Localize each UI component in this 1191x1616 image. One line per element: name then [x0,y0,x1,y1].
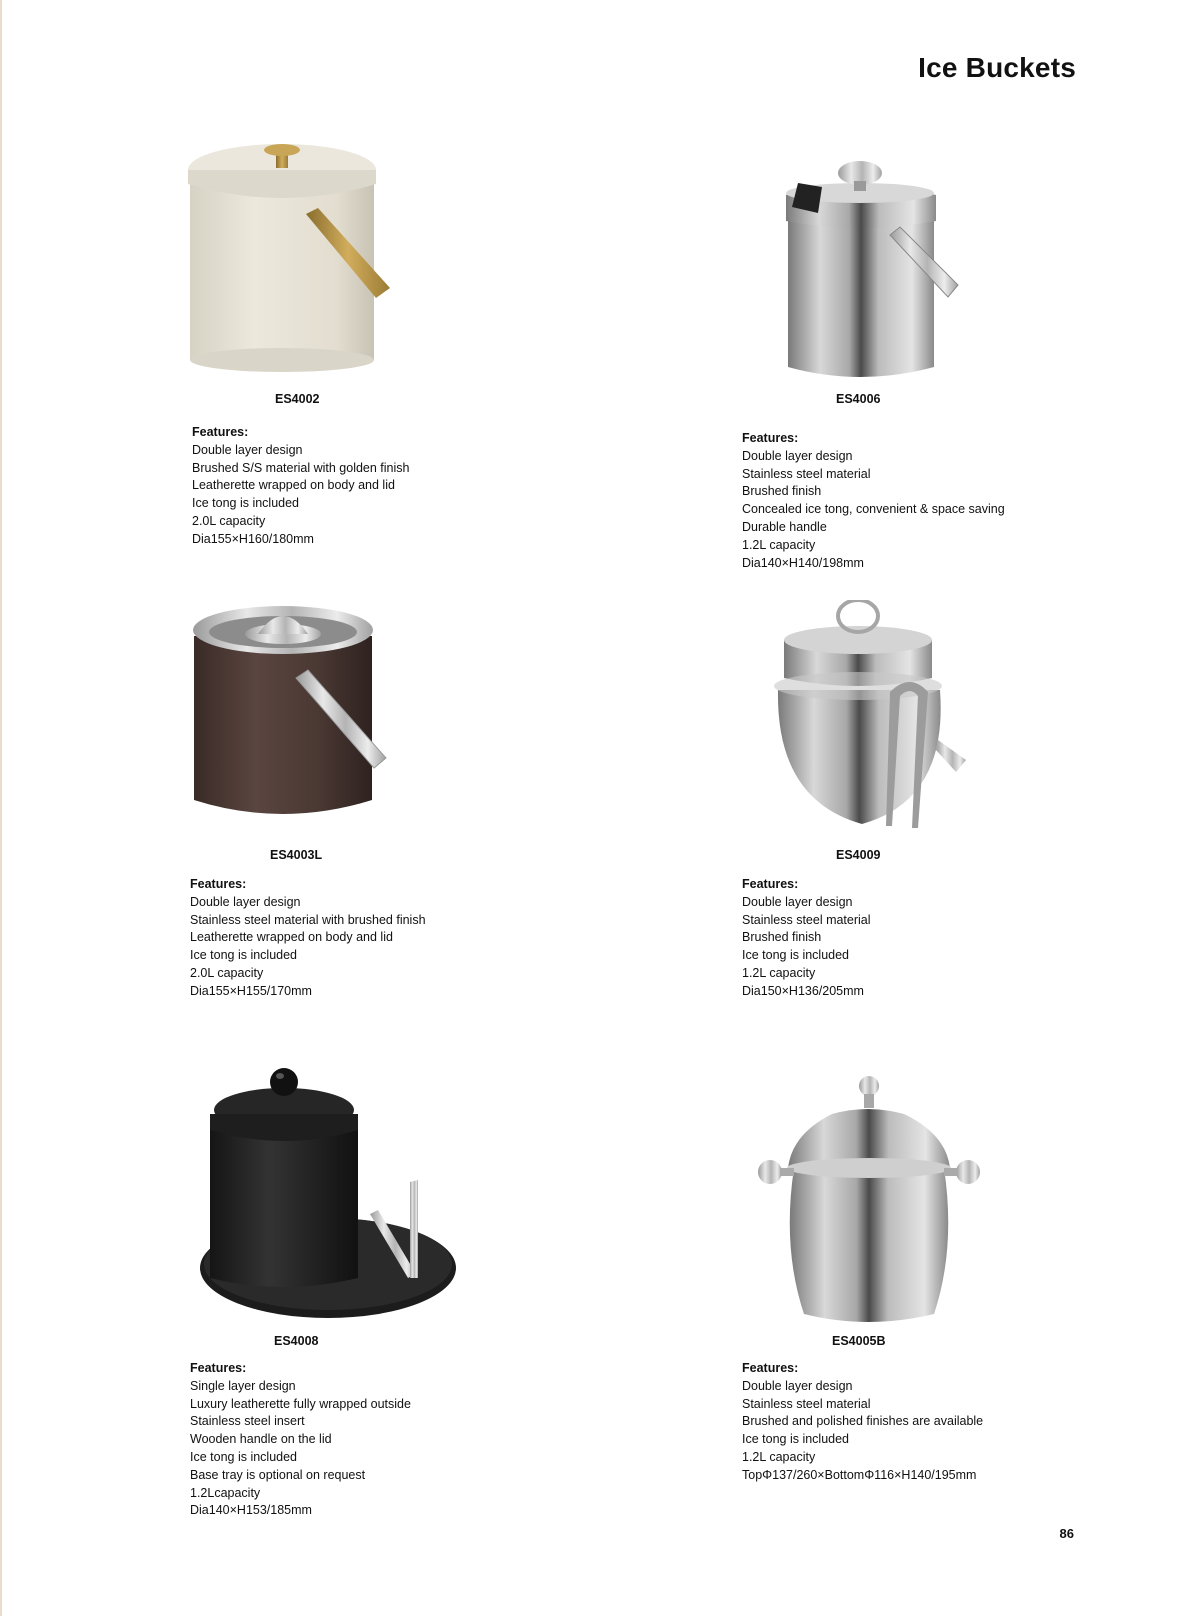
features-heading: Features: [742,431,799,445]
feature-item: Stainless steel material [742,466,871,481]
features-list [190,1378,411,1520]
feature-item: Dia140×H153/185mm [190,1503,312,1518]
brown-ice-bucket-icon [190,600,390,830]
feature-item: Dia155×H160/180mm [192,531,314,546]
features-heading: Features: [192,425,249,439]
page-number: 86 [1059,1526,1074,1541]
feature-item: Leatherette wrapped on body and lid [192,478,395,493]
steel-ring-lid-ice-bucket-icon [772,600,972,840]
feature-item: 1.2L capacity [742,1449,816,1464]
feature-item: Brushed finish [742,484,822,499]
cream-ice-bucket-icon [186,140,401,385]
feature-item: Ice tong is included [192,496,300,511]
features-list [190,894,426,1001]
feature-item: Double layer design [190,894,301,909]
feature-item: Luxury leatherette fully wrapped outside [190,1396,411,1411]
steel-ball-handle-ice-bucket-icon [752,1068,986,1328]
features-list [742,448,1005,573]
feature-item: Ice tong is included [190,1449,298,1464]
feature-item: Single layer design [190,1378,296,1393]
feature-item: Brushed and polished finishes are available [742,1414,984,1429]
feature-item: 2.0L capacity [190,965,264,980]
feature-item: 2.0L capacity [192,513,266,528]
page-edge-line [0,0,2,1616]
feature-item: Double layer design [742,448,853,463]
feature-item: Double layer design [192,442,303,457]
features-heading: Features: [190,1361,247,1375]
product-code: ES4005B [832,1334,886,1348]
feature-item: Brushed S/S material with golden finish [192,460,410,475]
feature-item: Base tray is optional on request [190,1467,366,1482]
feature-item: Stainless steel material [742,912,871,927]
features-block [742,1360,983,1485]
features-block [742,430,1005,572]
features-list [742,894,871,1001]
feature-item: Wooden handle on the lid [190,1432,332,1447]
features-list [742,1378,983,1485]
feature-item: 1.2Lcapacity [190,1485,261,1500]
page-title: Ice Buckets [918,52,1076,83]
feature-item: Stainless steel insert [190,1414,305,1429]
features-block [190,1360,411,1520]
features-heading: Features: [742,1361,799,1375]
feature-item: TopΦ137/260×BottomΦ116×H140/195mm [742,1467,977,1482]
product-code: ES4002 [275,392,320,406]
product-code: ES4009 [836,848,881,862]
feature-item: 1.2L capacity [742,537,816,552]
feature-item: Stainless steel material with brushed finish [190,912,426,927]
features-list [192,442,409,549]
feature-item: Durable handle [742,519,827,534]
feature-item: Dia150×H136/205mm [742,983,864,998]
feature-item: Double layer design [742,1378,853,1393]
feature-item: Dia140×H140/198mm [742,555,864,570]
feature-item: Concealed ice tong, convenient & space saving [742,502,1005,517]
feature-item: Ice tong is included [742,1432,850,1447]
feature-item: Double layer design [742,894,853,909]
features-heading: Features: [190,877,247,891]
product-code: ES4006 [836,392,881,406]
feature-item: Ice tong is included [190,948,298,963]
features-block [190,876,426,1001]
black-tray-ice-bucket-icon [200,1064,462,1326]
features-heading: Features: [742,877,799,891]
steel-ice-bucket-icon [782,155,962,390]
product-code: ES4008 [274,1334,319,1348]
feature-item: Ice tong is included [742,948,850,963]
feature-item: Stainless steel material [742,1396,871,1411]
features-block [192,424,409,549]
product-code: ES4003L [270,848,323,862]
features-block [742,876,871,1001]
feature-item: Brushed finish [742,930,822,945]
feature-item: 1.2L capacity [742,965,816,980]
feature-item: Leatherette wrapped on body and lid [190,930,393,945]
feature-item: Dia155×H155/170mm [190,983,312,998]
